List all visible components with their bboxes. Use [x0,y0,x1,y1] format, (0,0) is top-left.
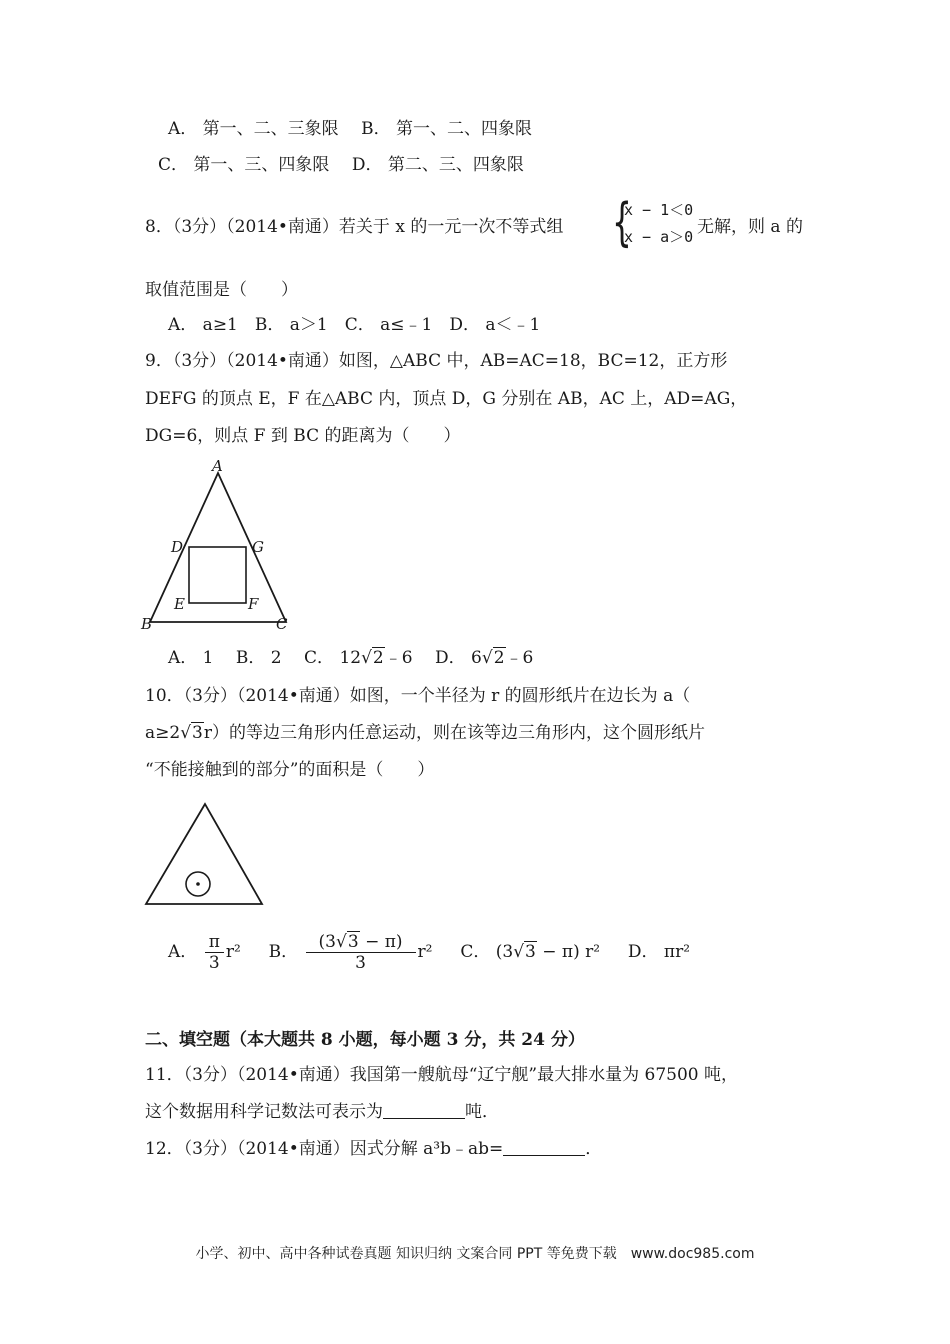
q10-line1: 10．（3分）（2014•南通）如图，一个半径为 r 的圆形纸片在边长为 a（ [145,686,691,706]
label-g: G [252,538,264,556]
equilateral-triangle [146,804,262,904]
q9-option-b: B． 2 [235,648,282,668]
q8-inequality-system [612,193,697,254]
sqrt-icon: √3 [336,932,359,952]
sqrt-icon: √2 [481,648,505,668]
label-c: C [276,615,288,633]
q8-options: A． a≥1 B． a＞1 C． a≤﹣1 D． a＜﹣1 [168,315,541,335]
q10-line3: “不能接触到的部分”的面积是（ ） [145,760,435,780]
q10-option-d: D． πr² [627,942,691,962]
answer-blank[interactable] [503,1139,585,1156]
fraction: $\frac{\pi}{3}$ [205,932,224,973]
q8-stem-a: 8．（3分）（2014•南通）若关于 x 的一元一次不等式组 [145,217,564,237]
q9-line3: DG=6，则点 F 到 BC 的距离为（ ） [145,426,461,446]
q9-line1: 9．（3分）（2014•南通）如图，△ABC 中，AB=AC=18，BC=12，正方形 [145,351,728,371]
q10-options [168,930,690,978]
q10-triangle-figure [140,798,270,910]
q9-option-d: D． 6√2﹣6 [434,648,534,668]
q10-line2: a≥2√3r）的等边三角形内任意运动，则在该等边三角形内，这个圆形纸片 [145,723,706,743]
q7-options-line2: C． 第一、三、四象限 D． 第二、三、四象限 [158,155,524,175]
q9-option-c: C． 12√2﹣6 [304,648,413,668]
q8-inequality-1: x − 1＜0 [624,201,694,219]
circle-center-dot [196,882,200,886]
q8-stem-c: 取值范围是（ ） [145,280,298,300]
q9-line2: DEFG 的顶点 E，F 在△ABC 内，顶点 D，G 分别在 AB，AC 上，AD=AG， [145,389,748,409]
label-b: B [141,615,153,633]
q10-option-b: B． $\frac{(3√3 - \pi)}{3}$ r² [268,932,433,973]
left-brace-icon: { [612,193,632,253]
sqrt-icon: √2 [361,648,384,668]
answer-blank[interactable] [383,1102,465,1119]
label-d: D [171,538,184,556]
q8-stem-b: 无解，则 a 的 [697,217,803,237]
label-f: F [248,595,259,613]
q12-line: 12．（3分）（2014•南通）因式分解 a³b﹣ab= ． [145,1139,603,1159]
fraction: $\frac{(3√3 - \pi)}{3}$ [306,932,416,973]
q7-options-line1: A． 第一、二、三象限 B． 第一、二、四象限 [168,119,532,139]
q9-options [168,647,533,669]
q9-triangle-figure [138,455,298,635]
sqrt-icon: √3 [513,942,536,962]
q11-line1: 11．（3分）（2014•南通）我国第一艘航母“辽宁舰”最大排水量为 67500 吨， [145,1065,739,1085]
sqrt-icon: √3 [180,723,203,743]
q9-option-a: A． 1 [168,648,214,668]
q10-option-c: C． (3√3 − π) r² [460,942,605,962]
section2-heading: 二、填空题（本大题共 8 小题，每小题 3 分，共 24 分） [145,1030,585,1050]
page-footer: 小学、初中、高中各种试卷真题 知识归纳 文案合同 PPT 等免费下载 www.doc985.com [195,1246,755,1262]
q10-option-a: A． $\frac{\pi}{3}$ r² [168,932,241,973]
q8-inequality-2: x − a＞0 [624,228,694,246]
q11-line2: 这个数据用科学记数法可表示为 吨． [145,1102,499,1122]
square-defg [189,547,246,603]
label-e: E [174,595,185,613]
label-a: A [212,457,223,475]
